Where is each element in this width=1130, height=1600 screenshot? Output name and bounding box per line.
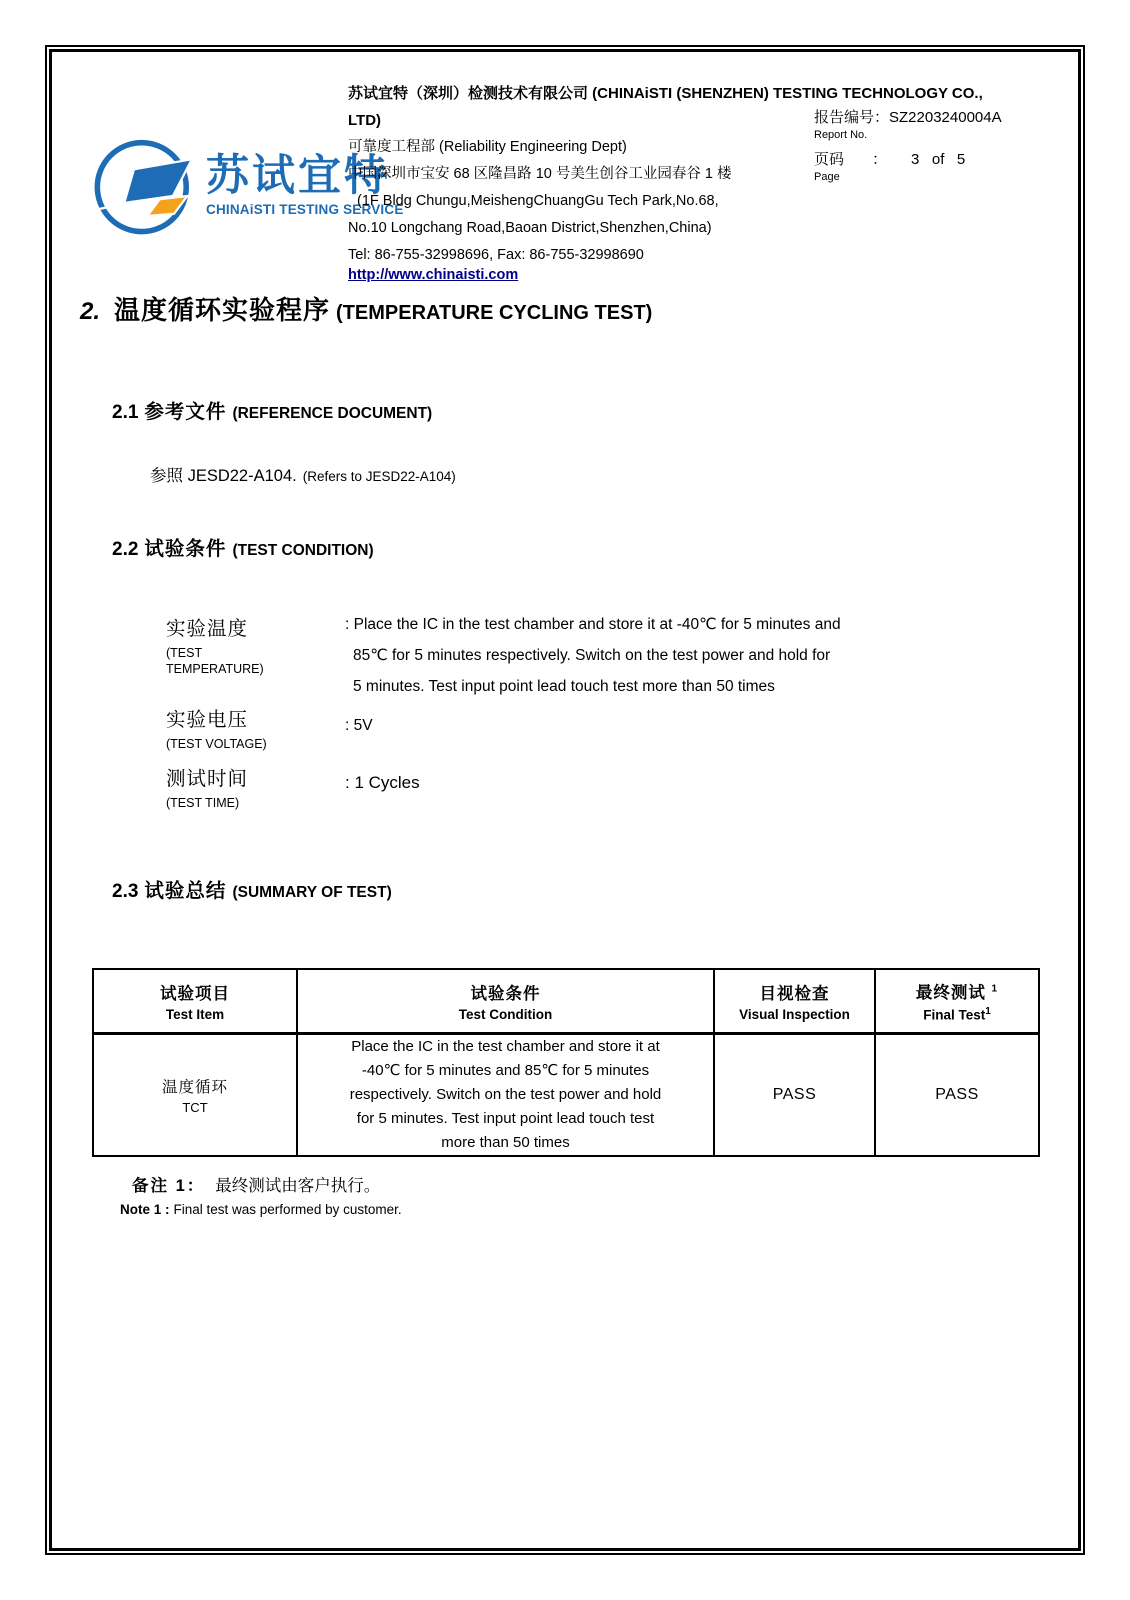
tel-fax-line: Tel: 86-755-32998696, Fax: 86-755-32998690 <box>348 247 644 263</box>
note-1-en-label: Note 1 : <box>120 1202 170 1217</box>
section-2-2-title-en: (TEST CONDITION) <box>232 542 374 559</box>
page-colon: ： <box>872 151 888 168</box>
logo-swoosh-icon <box>88 136 200 236</box>
report-meta <box>814 106 1002 184</box>
table-row <box>93 1033 1039 1156</box>
section-2-3-title-en: (SUMMARY OF TEST) <box>232 884 392 901</box>
cell-test-condition: Place the IC in the test chamber and store it at -40℃ for 5 minutes and 85℃ for 5 minutes respectively. Switch on the test power and hold for 5 minutes. Test input point lead touch test more than 50 times <box>297 1033 714 1156</box>
final-test-status: PASS <box>935 1085 979 1103</box>
website-link[interactable]: http://www.chinaisti.com <box>348 267 519 283</box>
test-temperature-row <box>166 613 1026 695</box>
cell-final-test-result <box>875 1033 1039 1156</box>
summary-table-header-row <box>93 969 1039 1033</box>
section-2-2-title-cn: 试验条件 <box>144 538 227 560</box>
section-2-1-title-en: (REFERENCE DOCUMENT) <box>232 405 433 422</box>
header-visual-inspection: 目视检查 Visual Inspection <box>714 969 875 1033</box>
page-sublabel: Page <box>814 171 840 183</box>
reference-document-line <box>150 462 456 486</box>
section-2-1-number: 2.1 <box>112 402 139 423</box>
test-temperature-label-cn: 实验温度 <box>166 618 249 640</box>
test-time-label-cn: 测试时间 <box>166 768 249 790</box>
section-2-2-heading <box>112 533 374 561</box>
test-voltage-row <box>166 704 1026 752</box>
company-name-line2: LTD) <box>348 112 382 129</box>
header-final-test: 最终测试 $^1$ Final Test$^1$ <box>875 969 1039 1033</box>
test-voltage-label-cn: 实验电压 <box>166 709 249 731</box>
note-1-cn-label: 备注 1： <box>132 1177 206 1195</box>
header-test-condition: 试验条件 Test Condition <box>297 969 714 1033</box>
address-en-line2: No.10 Longchang Road,Baoan District,Shenzhen,China) <box>348 220 712 236</box>
logo-name-en: CHINAiSTI TESTING SERVICE <box>206 202 404 217</box>
company-name-line1: 苏试宜特（深圳）检测技术有限公司 (CHINAiSTI (SHENZHEN) TESTING TECHNOLOGY CO., <box>348 85 983 102</box>
visual-inspection-status: PASS <box>772 1085 817 1103</box>
logo-name-cn: 苏试宜特 <box>206 152 390 200</box>
cell-test-item: 温度循环 TCT <box>93 1033 297 1156</box>
test-time-row <box>166 763 1026 811</box>
section-2-2-number: 2.2 <box>112 539 139 560</box>
report-no-label: 报告编号： <box>814 109 890 126</box>
note-1-en: Note 1 : Final test was performed by customer. <box>120 1202 402 1217</box>
test-voltage-label-en: (TEST VOLTAGE) <box>166 737 267 751</box>
page-label: 页码 <box>814 151 845 168</box>
report-no-sublabel: Report No. <box>814 129 868 141</box>
reference-cn: 参照 JESD22-A104. <box>150 467 297 485</box>
test-temperature-label-en: (TEST TEMPERATURE) <box>166 646 264 676</box>
reference-en: (Refers to JESD22-A104) <box>302 469 456 484</box>
address-en-line1: (1F Bldg Chungu,MeishengChuangGu Tech Park,No.68, <box>357 193 719 209</box>
test-voltage-value: : 5V <box>345 717 373 734</box>
test-temperature-value: : Place the IC in the test chamber and store it at -40℃ for 5 minutes and 85℃ for 5 minutes respectively. Switch on the test power and hold for 5 minutes. Test input point lead touch test more than 50 times <box>345 616 841 695</box>
cell-visual-inspection-result <box>714 1033 875 1156</box>
summary-table <box>92 968 1040 1157</box>
section-2-title-cn: 温度循环实验程序 <box>114 295 331 325</box>
section-2-1-heading <box>112 396 432 424</box>
report-no-value: SZ2203240004A <box>889 109 1002 126</box>
section-2-3-heading <box>112 875 392 903</box>
note-1-cn: 备注 1： 最终测试由客户执行。 <box>132 1177 381 1195</box>
section-2-number: 2. <box>80 298 101 325</box>
section-2-3-title-cn: 试验总结 <box>144 880 227 902</box>
page-number: 3 of 5 <box>911 151 966 168</box>
section-2-1-title-cn: 参考文件 <box>144 401 227 423</box>
section-2-title-en: (TEMPERATURE CYCLING TEST) <box>336 302 653 324</box>
test-time-label-en: (TEST TIME) <box>166 796 240 810</box>
section-2-heading <box>80 290 652 327</box>
header-test-item: 试验项目 Test Item <box>93 969 297 1033</box>
test-time-value: : 1 Cycles <box>345 773 420 792</box>
section-2-3-number: 2.3 <box>112 881 139 902</box>
address-cn: 中国深圳市宝安 68 区隆昌路 10 号美生创谷工业园春谷 1 楼 <box>348 166 732 182</box>
department-line: 可靠度工程部 (Reliability Engineering Dept) <box>348 139 627 155</box>
